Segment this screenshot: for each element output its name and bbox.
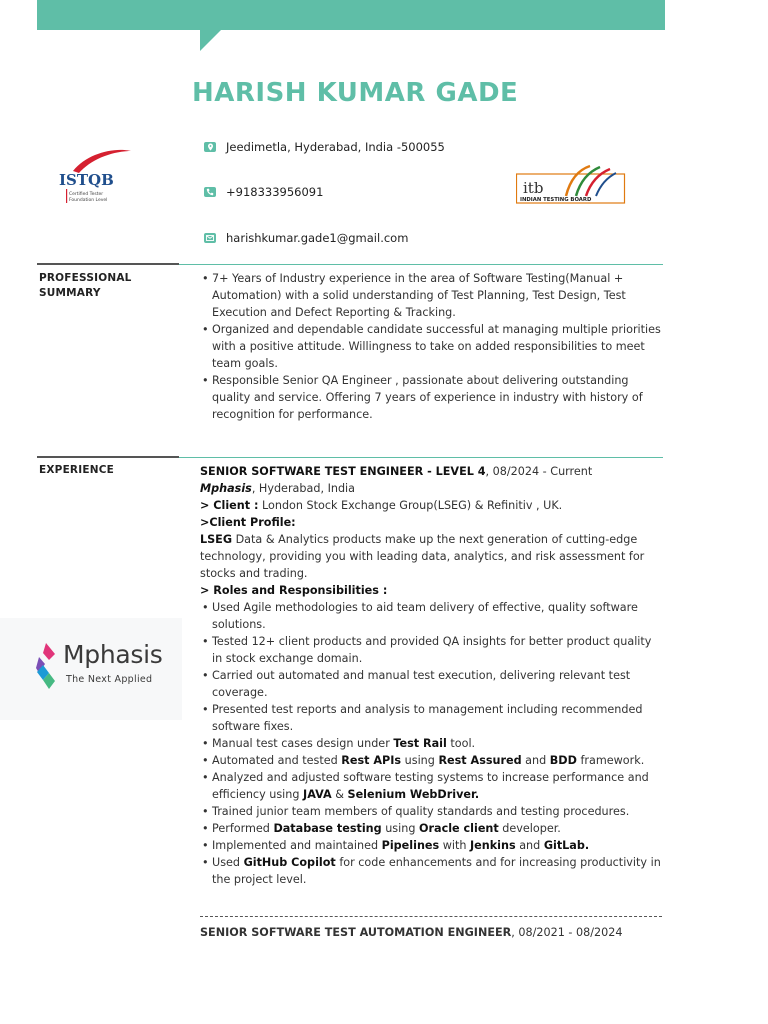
responsibility-item: • Used Agile methodologies to aid team delivery of effective, quality software solutions. <box>212 599 665 633</box>
mphasis-logo-tagline: The Next Applied <box>66 674 153 685</box>
job-location: , Hyderabad, India <box>251 482 356 495</box>
header-banner <box>37 0 665 30</box>
job-dates: , 08/2021 - 08/2024 <box>511 926 623 939</box>
contact-address: Jeedimetla, Hyderabad, India -500055 <box>226 140 445 154</box>
contact-address-row <box>204 140 445 154</box>
responsibility-item: • Analyzed and adjusted software testing systems to increase performance and efficiency using JAVA & Selenium WebDriver. <box>212 769 665 803</box>
responsibilities-list <box>200 599 665 888</box>
header-banner-notch <box>200 30 221 51</box>
responsibility-item: • Automated and tested Rest APIs using Rest Assured and BDD framework. <box>212 752 665 769</box>
responsibility-item: • Implemented and maintained Pipelines with Jenkins and GitLab. <box>212 837 665 854</box>
summary-content <box>200 270 665 423</box>
phone-icon <box>204 187 216 197</box>
istqb-logo-word: ISTQB <box>59 171 114 189</box>
client-value: London Stock Exchange Group(LSEG) & Refinitiv , UK. <box>258 499 563 512</box>
client-line <box>200 497 665 514</box>
contact-email: harishkumar.gade1@gmail.com <box>226 231 409 245</box>
location-pin-icon <box>204 142 216 152</box>
responsibility-item: • Presented test reports and analysis to management including recommended software fixes. <box>212 701 665 735</box>
responsibility-item: • Carried out automated and manual test execution, delivering relevant test coverage. <box>212 667 665 701</box>
itb-logo-word: itb <box>523 179 544 197</box>
job-separator <box>200 916 662 917</box>
summary-heading: PROFESSIONAL SUMMARY <box>39 272 132 299</box>
mphasis-logo <box>0 618 182 720</box>
summary-item: • Organized and dependable candidate successful at managing multiple priorities with a positive attitude. Willingness to take on added responsibilities to meet team goals. <box>212 321 665 372</box>
summary-divider-right <box>179 264 663 265</box>
istqb-logo <box>57 147 137 209</box>
responsibility-item: • Tested 12+ client products and provided QA insights for better product quality in stock exchange domain. <box>212 633 665 667</box>
experience-job-1 <box>200 463 665 888</box>
istqb-logo-sub1: Certified Tester <box>69 192 104 197</box>
responsibility-item: • Trained junior team members of quality standards and testing procedures. <box>212 803 665 820</box>
experience-divider-left <box>37 456 179 458</box>
summary-divider-left <box>37 263 179 265</box>
job-dates: , 08/2024 - Current <box>485 465 593 478</box>
contact-phone: +918333956091 <box>226 185 324 199</box>
experience-job-2-title-line <box>200 924 622 941</box>
candidate-name: HARISH KUMAR GADE <box>192 78 519 108</box>
responsibility-item: • Performed Database testing using Oracle client developer. <box>212 820 665 837</box>
summary-item: • Responsible Senior QA Engineer , passionate about delivering outstanding quality and service. Offering 7 years of experience in industry with history of recognition for performance. <box>212 372 665 423</box>
contact-phone-row <box>204 185 323 199</box>
job-title-line <box>200 463 665 480</box>
job-title: SENIOR SOFTWARE TEST ENGINEER - LEVEL 4 <box>200 465 486 478</box>
job-title: SENIOR SOFTWARE TEST AUTOMATION ENGINEER <box>200 926 512 939</box>
experience-divider-right <box>179 457 663 458</box>
itb-logo <box>516 162 626 210</box>
email-icon <box>204 233 216 243</box>
mphasis-logo-word: Mphasis <box>63 640 163 669</box>
responsibility-item: • Used GitHub Copilot for code enhancements and for increasing productivity in the project level. <box>212 854 665 888</box>
job-company-line <box>200 480 665 497</box>
client-profile-label: >Client Profile: <box>200 516 296 529</box>
mphasis-mark-icon <box>35 641 57 691</box>
roles-label: > Roles and Responsibilities : <box>200 584 388 597</box>
job-company: Mphasis <box>200 482 252 495</box>
client-profile-text: LSEG Data & Analytics products make up the next generation of cutting-edge technology, providing you with leading data, analytics, and risk assessment for stocks and trading. <box>200 533 645 580</box>
summary-item: • 7+ Years of Industry experience in the area of Software Testing(Manual + Automation) with a solid understanding of Test Planning, Test Design, Test Execution and Defect Reporting & Tracking. <box>212 270 665 321</box>
itb-logo-sub: INDIAN TESTING BOARD <box>520 197 592 203</box>
istqb-logo-sub2: Foundation Level <box>69 198 108 203</box>
client-label: > Client : <box>200 499 259 512</box>
contact-email-row <box>204 231 408 245</box>
responsibility-item: • Manual test cases design under Test Rail tool. <box>212 735 665 752</box>
experience-heading: EXPERIENCE <box>39 464 114 476</box>
